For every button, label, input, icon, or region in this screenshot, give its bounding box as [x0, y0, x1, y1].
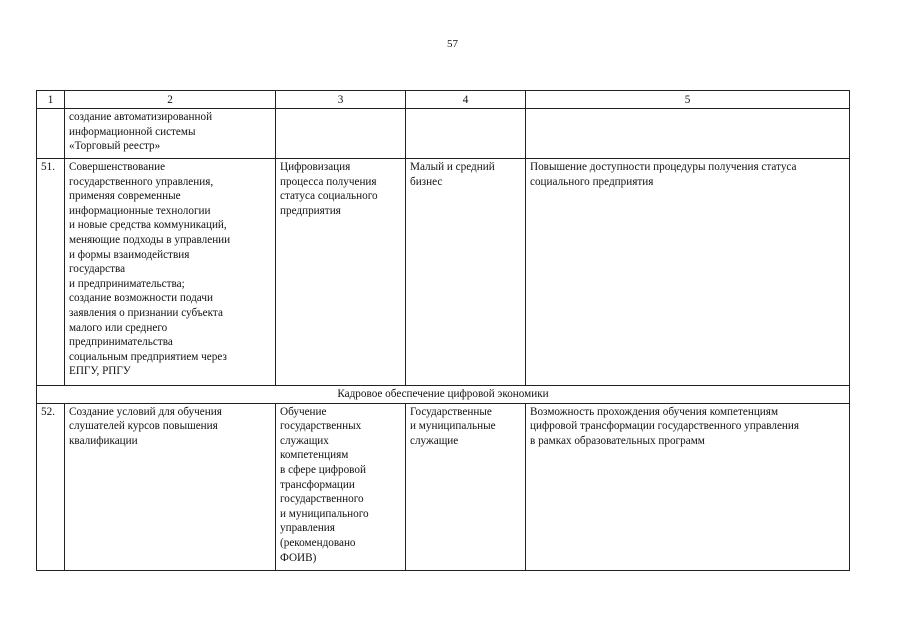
section-row	[37, 386, 850, 404]
measure-cell: Совершенствование государственного управления, применяя современные информационные технологии и новые средства коммуникаций, меняющие подходы в управлении и формы взаимодействия государства и предпринимательства; создание возможности подачи заявления о признании субъекта малого или среднего предпринимательства социальным предприятием через ЕПГУ, РПГУ	[65, 159, 276, 386]
table-row	[37, 403, 850, 570]
target-group-cell	[406, 109, 526, 159]
result-cell: Повышение доступности процедуры получения статуса социального предприятия	[526, 159, 850, 386]
result-cell: Возможность прохождения обучения компетенциям цифровой трансформации государственного управления в рамках образовательных программ	[526, 403, 850, 570]
header-col-4: 4	[406, 91, 526, 109]
header-col-1: 1	[37, 91, 65, 109]
header-row	[37, 91, 850, 109]
result-cell	[526, 109, 850, 159]
task-cell	[276, 109, 406, 159]
section-title: Кадровое обеспечение цифровой экономики	[37, 386, 850, 404]
header-col-3: 3	[276, 91, 406, 109]
page-number: 57	[447, 38, 458, 50]
table-row	[37, 109, 850, 159]
header-col-2: 2	[65, 91, 276, 109]
measures-table	[36, 90, 850, 571]
measure-cell: создание автоматизированной информационной системы «Торговый реестр»	[65, 109, 276, 159]
measure-cell: Создание условий для обучения слушателей курсов повышения квалификации	[65, 403, 276, 570]
row-number: 52.	[37, 403, 65, 570]
table-row	[37, 159, 850, 386]
task-cell: Обучение государственных служащих компетенциям в сфере цифровой трансформации государственного и муниципального управления (рекомендовано ФОИВ)	[276, 403, 406, 570]
header-col-5: 5	[526, 91, 850, 109]
task-cell: Цифровизация процесса получения статуса социального предприятия	[276, 159, 406, 386]
row-number	[37, 109, 65, 159]
target-group-cell: Государственные и муниципальные служащие	[406, 403, 526, 570]
target-group-cell: Малый и средний бизнес	[406, 159, 526, 386]
row-number: 51.	[37, 159, 65, 386]
